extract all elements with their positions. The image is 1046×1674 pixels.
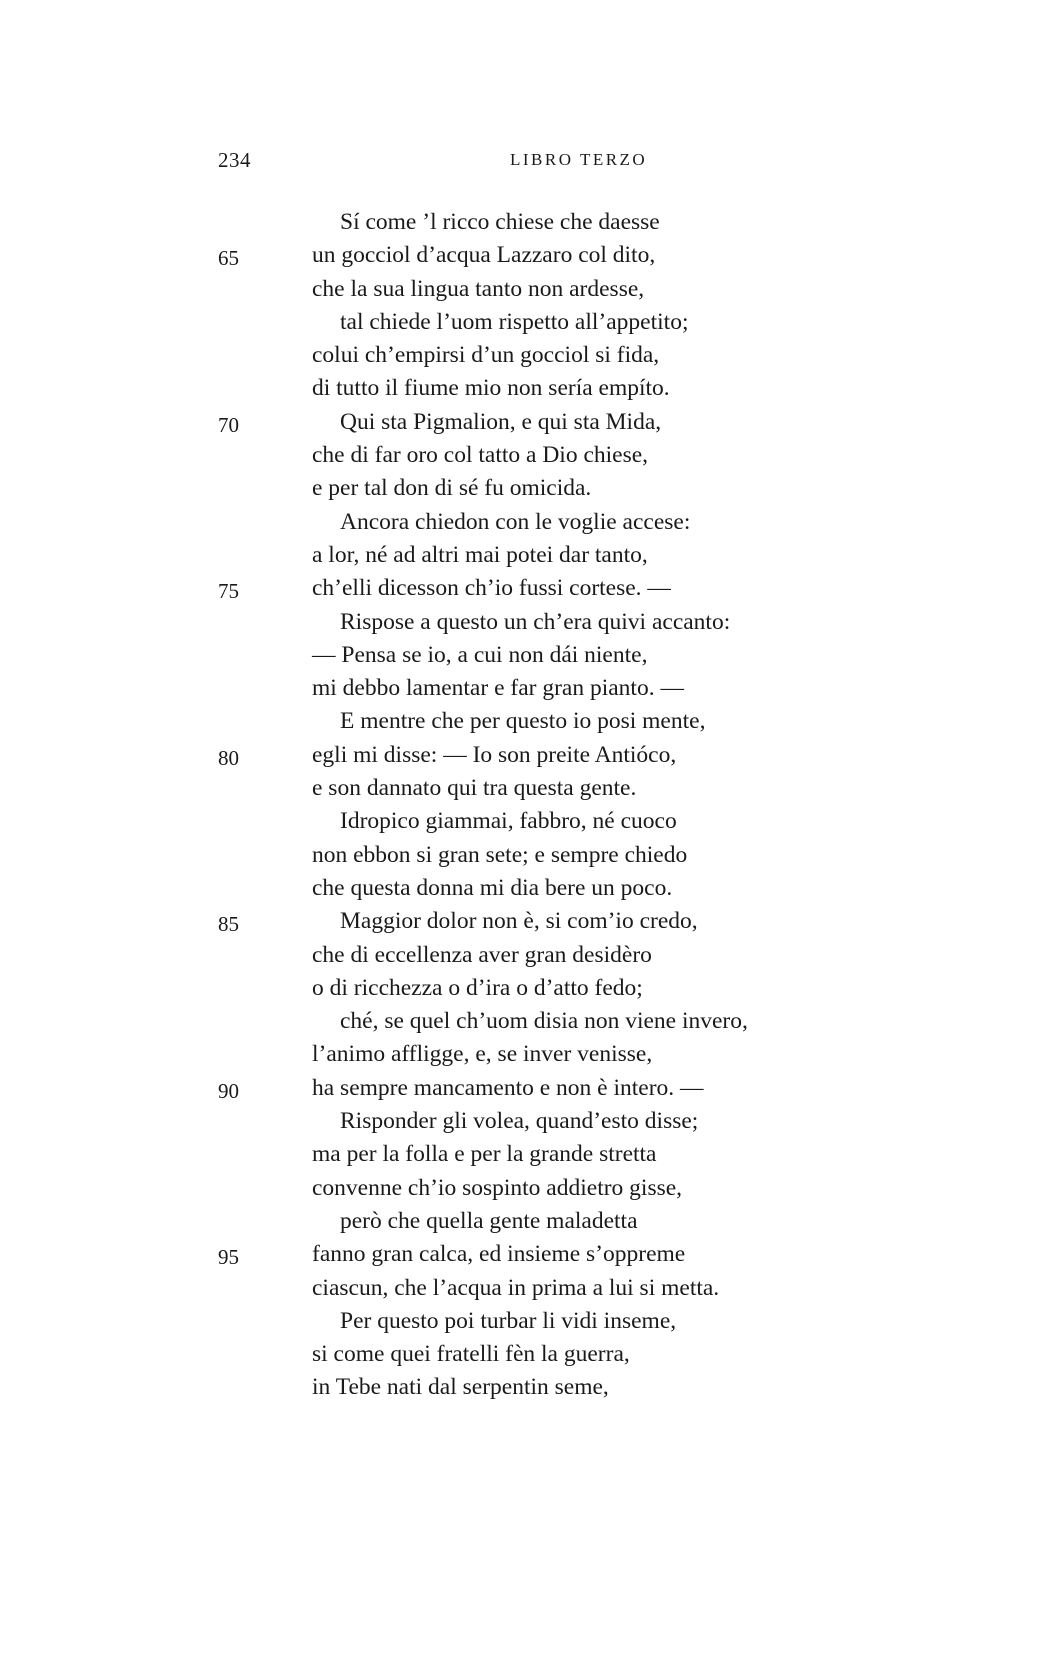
verse-text: Idropico giammai, fabbro, né cuoco	[340, 808, 677, 835]
verse-text: mi debbo lamentar e far gran pianto. —	[312, 675, 684, 702]
verse-text: convenne ch’io sospinto addietro gisse,	[312, 1174, 683, 1201]
verse-text: Ancora chiedon con le voglie accese:	[340, 508, 691, 535]
verse-line	[0, 1105, 1046, 1138]
verse-line	[0, 1305, 1046, 1338]
verse-text: ha sempre mancamento e non è intero. —	[312, 1074, 704, 1101]
verse-text: che di far oro col tatto a Dio chiese,	[312, 442, 649, 469]
verse-line	[0, 1238, 1046, 1271]
verse-text: egli mi disse: — Io son preite Antióco,	[312, 741, 677, 768]
verse-line	[0, 1338, 1046, 1371]
verse-text: Per questo poi turbar li vidi inseme,	[340, 1307, 677, 1334]
verse-text: e per tal don di sé fu omicida.	[312, 475, 592, 502]
verse-text: E mentre che per questo io posi mente,	[340, 708, 706, 735]
verse-text: che la sua lingua tanto non ardesse,	[312, 275, 645, 302]
line-number: 90	[218, 1078, 239, 1103]
verse-text: a lor, né ad altri mai potei dar tanto,	[312, 541, 648, 568]
verse-line	[0, 705, 1046, 738]
verse-line	[0, 506, 1046, 539]
verse-text: — Pensa se io, a cui non dái niente,	[312, 641, 648, 668]
verse-line	[0, 772, 1046, 805]
verse-line	[0, 1072, 1046, 1105]
verse-line	[0, 606, 1046, 639]
verse-block	[0, 206, 1046, 1405]
verse-line	[0, 306, 1046, 339]
verse-text: ciascun, che l’acqua in prima a lui si metta.	[312, 1274, 720, 1301]
verse-text: che di eccellenza aver gran desidèro	[312, 941, 652, 968]
verse-text: però che quella gente maladetta	[340, 1207, 638, 1234]
verse-line	[0, 872, 1046, 905]
verse-text: e son dannato qui tra questa gente.	[312, 775, 637, 802]
verse-text: Maggior dolor non è, si com’io credo,	[340, 908, 698, 935]
verse-line	[0, 339, 1046, 372]
verse-line	[0, 572, 1046, 605]
verse-line	[0, 439, 1046, 472]
verse-line	[0, 1371, 1046, 1404]
verse-text: o di ricchezza o d’ira o d’atto fedo;	[312, 974, 643, 1001]
line-number: 70	[218, 412, 239, 437]
verse-line	[0, 1038, 1046, 1071]
verse-text: che questa donna mi dia bere un poco.	[312, 874, 673, 901]
verse-line	[0, 839, 1046, 872]
running-title: LIBRO TERZO	[510, 150, 648, 169]
verse-line	[0, 739, 1046, 772]
verse-line	[0, 239, 1046, 272]
verse-line	[0, 672, 1046, 705]
verse-line	[0, 539, 1046, 572]
verse-text: l’animo affligge, e, se inver venisse,	[312, 1041, 653, 1068]
verse-text: Rispose a questo un ch’era quivi accanto:	[340, 608, 731, 635]
verse-line	[0, 1172, 1046, 1205]
verse-line	[0, 206, 1046, 239]
verse-line	[0, 372, 1046, 405]
verse-text: Sí come ’l ricco chiese che daesse	[340, 209, 660, 235]
verse-text: fanno gran calca, ed insieme s’oppreme	[312, 1241, 686, 1268]
verse-line	[0, 639, 1046, 672]
line-number: 65	[218, 246, 239, 271]
line-number: 80	[218, 745, 239, 770]
line-number: 75	[218, 579, 239, 604]
verse-text: ch’elli dicesson ch’io fussi cortese. —	[312, 575, 671, 602]
verse-text: tal chiede l’uom rispetto all’appetito;	[340, 308, 689, 335]
verse-text: si come quei fratelli fèn la guerra,	[312, 1341, 630, 1368]
line-number: 85	[218, 912, 239, 937]
verse-line	[0, 939, 1046, 972]
verse-text: Risponder gli volea, quand’esto disse;	[340, 1108, 699, 1135]
verse-line	[0, 1138, 1046, 1171]
verse-text: ché, se quel ch’uom disia non viene invero,	[340, 1008, 748, 1035]
verse-text: ma per la folla e per la grande stretta	[312, 1141, 657, 1168]
line-number: 95	[218, 1245, 239, 1270]
verse-line	[0, 1205, 1046, 1238]
page-number: 234	[218, 148, 251, 172]
verse-line	[0, 972, 1046, 1005]
verse-text: Qui sta Pigmalion, e qui sta Mida,	[340, 408, 662, 435]
verse-text: colui ch’empirsi d’un gocciol si fida,	[312, 342, 660, 369]
verse-line	[0, 805, 1046, 838]
verse-line	[0, 905, 1046, 938]
verse-line	[0, 472, 1046, 505]
verse-line	[0, 1005, 1046, 1038]
verse-text: non ebbon si gran sete; e sempre chiedo	[312, 841, 688, 868]
verse-text: in Tebe nati dal serpentin seme,	[312, 1374, 609, 1401]
verse-line	[0, 406, 1046, 439]
verse-line	[0, 1272, 1046, 1305]
verse-text: un gocciol d’acqua Lazzaro col dito,	[312, 242, 656, 269]
verse-line	[0, 273, 1046, 306]
verse-text: di tutto il fiume mio non sería empíto.	[312, 375, 670, 402]
